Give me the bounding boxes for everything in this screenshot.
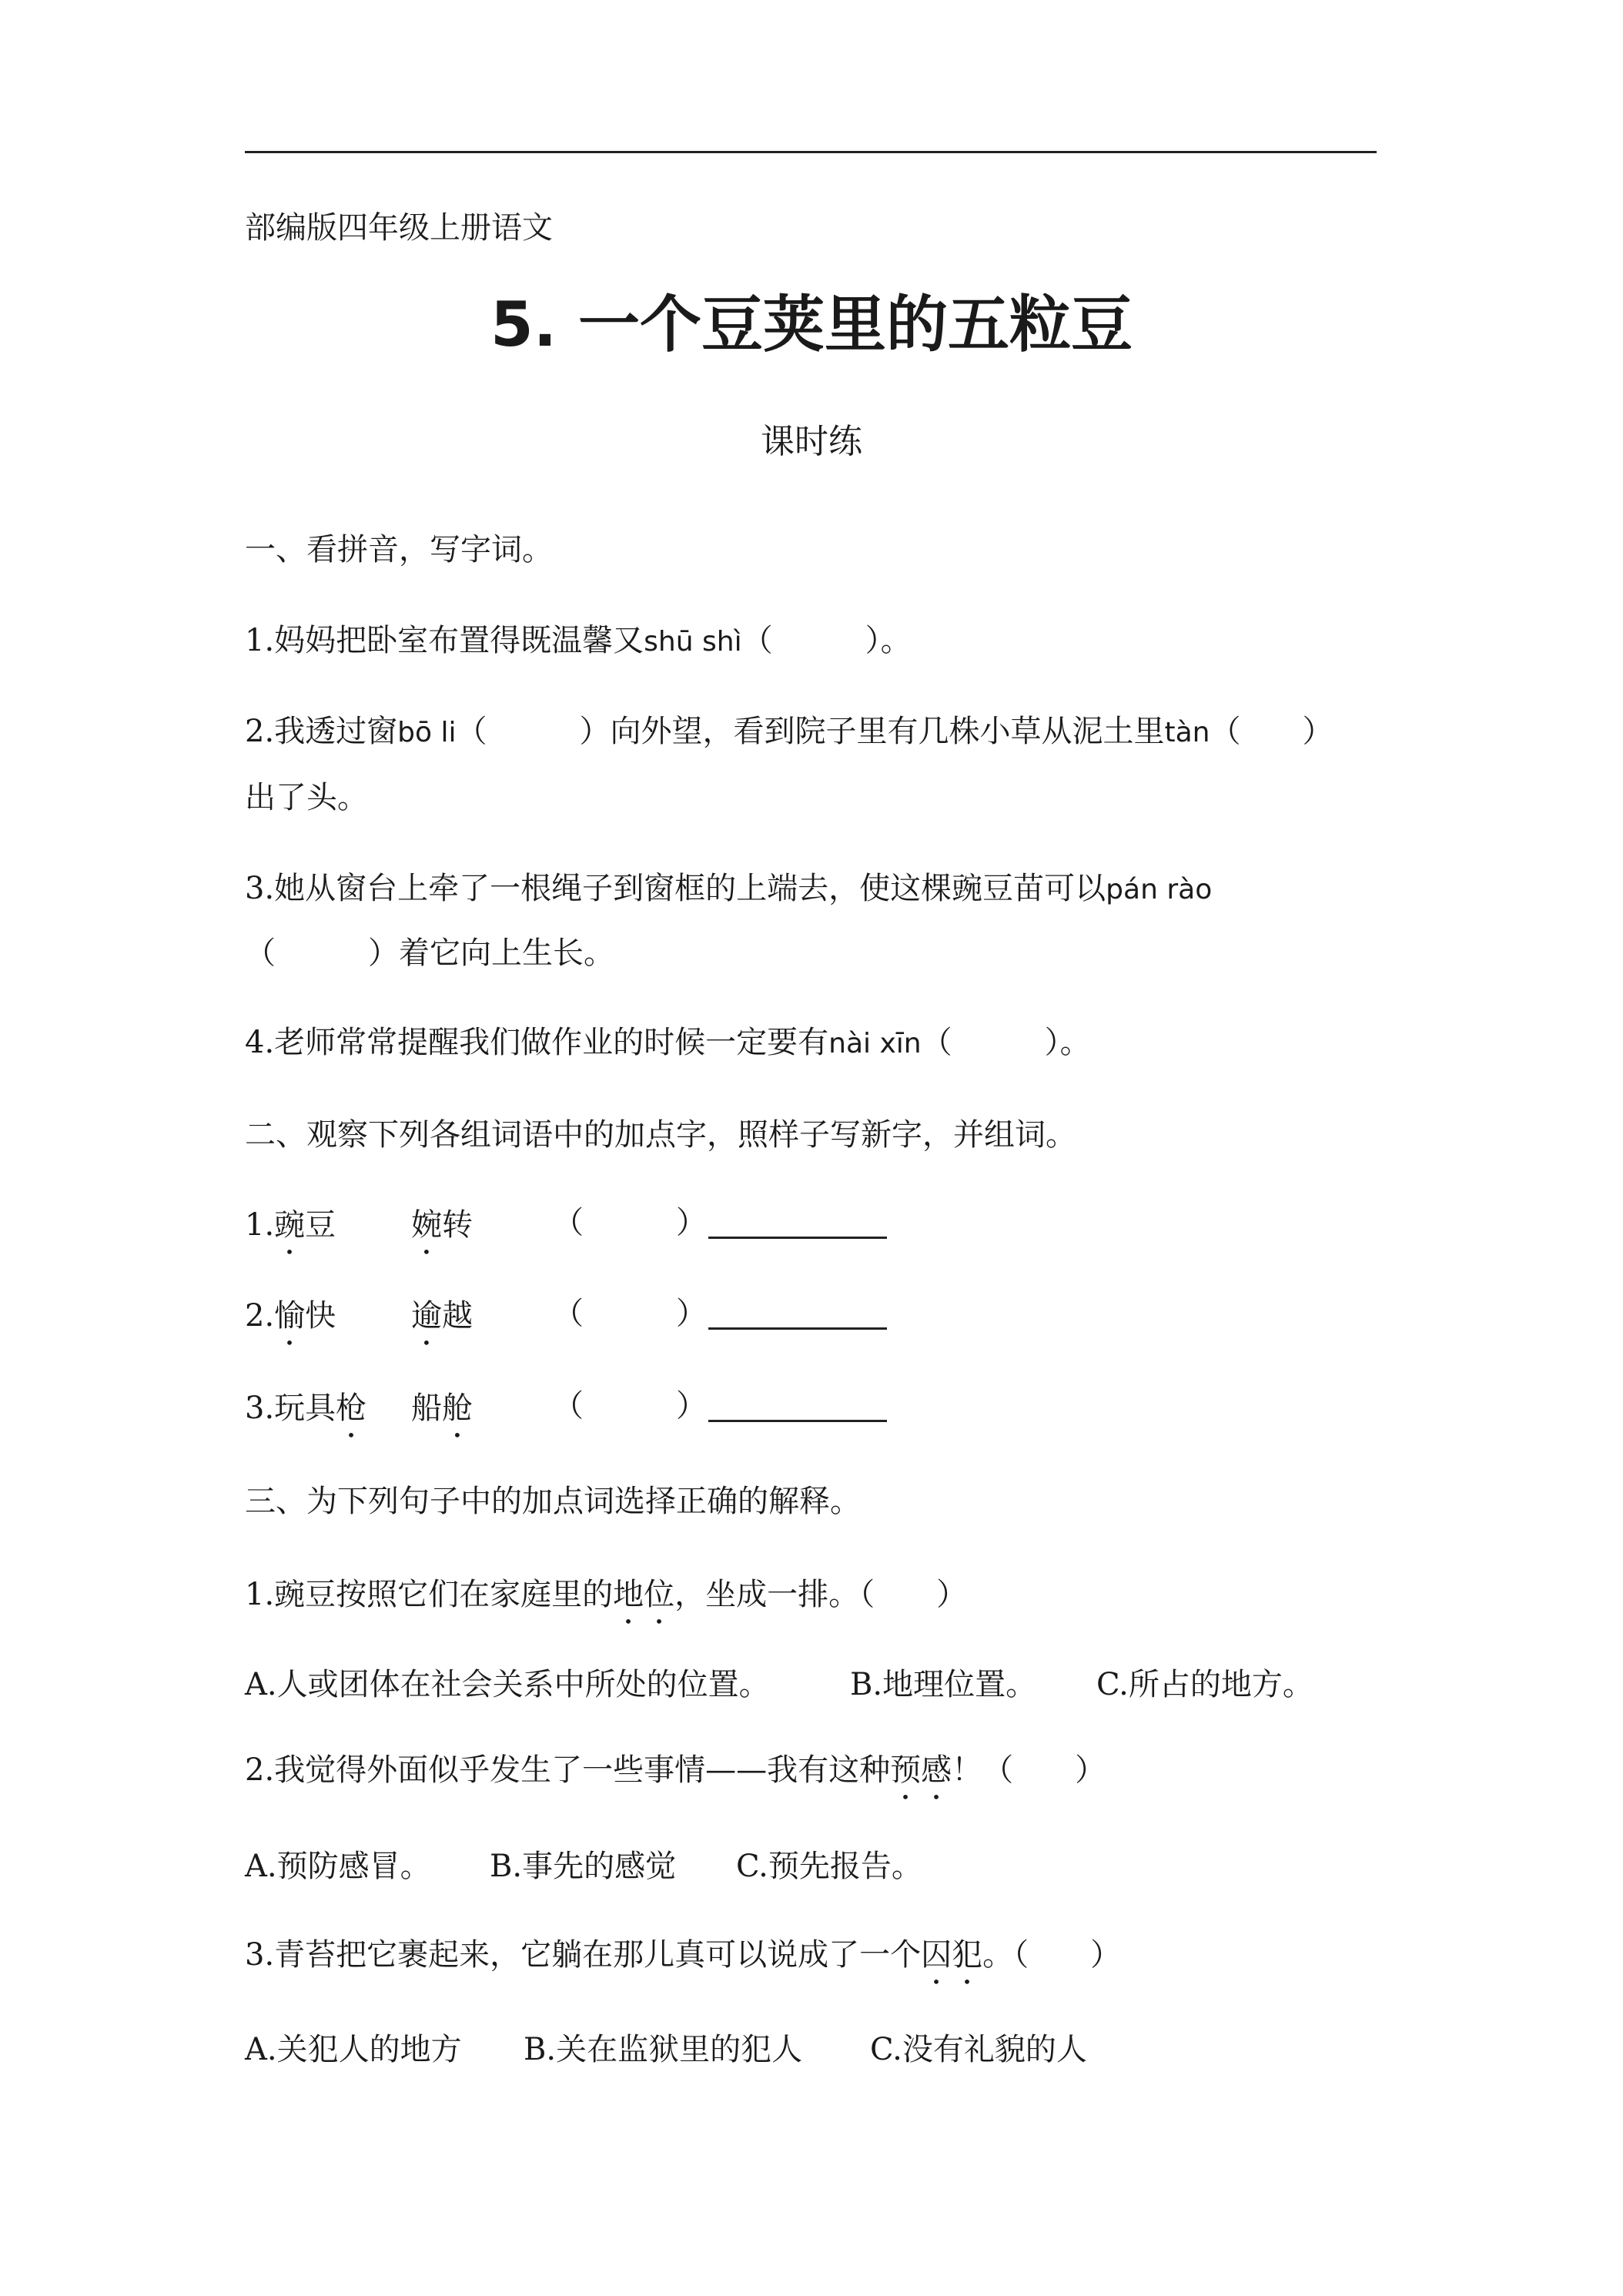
q-answer-blank[interactable]: （ ）。	[741, 623, 912, 658]
new-char-blank[interactable]: （ ）	[553, 1205, 707, 1240]
question-3-1: 1.豌豆按照它们在家庭里的地位，坐成一排。（ ）	[245, 1577, 968, 1612]
page-subtitle: 课时练	[761, 422, 862, 461]
q-answer-blank[interactable]: （ ）	[1210, 714, 1334, 749]
dotted-word: 预感	[890, 1752, 952, 1788]
option-a[interactable]: A.预防感冒。	[245, 1849, 431, 1884]
page-title: 5. 一个豆荚里的五粒豆	[490, 289, 1133, 360]
word-pair-second: 婉转	[411, 1207, 473, 1243]
word-pair-first: 1.豌豆	[245, 1207, 336, 1243]
word-answer-line[interactable]	[708, 1420, 887, 1422]
q-text: 2.我透过窗	[245, 714, 398, 749]
word-pair-second: 逾越	[411, 1298, 473, 1334]
pinyin: tàn	[1164, 717, 1210, 748]
question-1-3	[245, 873, 1212, 904]
pinyin: nài xīn	[828, 1028, 922, 1059]
pinyin: pán rào	[1106, 874, 1213, 905]
option-c[interactable]: C.所占的地方。	[1096, 1667, 1313, 1702]
dotted-word: 地位	[613, 1577, 675, 1612]
question-1-1	[245, 625, 912, 656]
question-3-2: 2.我觉得外面似乎发生了一些事情——我有这种预感！（ ）	[245, 1752, 1106, 1788]
choice-blank[interactable]: ！（ ）	[952, 1752, 1106, 1788]
section3-heading: 三、为下列句子中的加点词选择正确的解释。	[245, 1484, 861, 1519]
word-pair-second: 船舱	[411, 1391, 473, 1426]
choice-blank[interactable]: ，坐成一排。（ ）	[674, 1577, 968, 1612]
q-answer-blank[interactable]: （ ）。	[921, 1025, 1091, 1060]
new-char-blank[interactable]: （ ）	[553, 1388, 707, 1424]
q-text: 1.妈妈把卧室布置得既温馨又	[245, 623, 644, 658]
word-pair-first: 2.愉快	[245, 1298, 336, 1334]
choice-blank[interactable]: 。（ ）	[982, 1937, 1122, 1973]
question-1-2-cont: 出了头。	[245, 780, 368, 815]
section2-heading: 二、观察下列各组词语中的加点字，照样子写新字，并组词。	[245, 1117, 1076, 1153]
section1-heading: 一、看拼音，写字词。	[245, 532, 553, 567]
pinyin: shū shì	[644, 626, 742, 658]
textbook-label: 部编版四年级上册语文	[245, 210, 553, 246]
q-text[interactable]: （ ）向外望，看到院子里有几株小草从泥土里	[456, 714, 1165, 749]
option-a[interactable]: A.人或团体在社会关系中所处的位置。	[245, 1667, 770, 1702]
option-c[interactable]: C.预先报告。	[736, 1849, 922, 1884]
option-b[interactable]: B.地理位置。	[850, 1667, 1037, 1702]
q-text: 3.她从窗台上牵了一根绳子到窗框的上端去，使这棵豌豆苗可以	[245, 871, 1106, 906]
header-rule	[245, 151, 1377, 153]
question-1-2	[245, 716, 1334, 747]
q-text: 4.老师常常提醒我们做作业的时候一定要有	[245, 1025, 829, 1060]
option-a[interactable]: A.关犯人的地方	[245, 2032, 462, 2067]
question-1-4	[245, 1027, 1091, 1058]
word-pair-first: 3.玩具枪	[245, 1391, 367, 1426]
word-answer-line[interactable]	[708, 1237, 887, 1239]
question-3-3: 3.青苔把它裹起来，它躺在那儿真可以说成了一个囚犯。（ ）	[245, 1937, 1122, 1973]
option-b[interactable]: B.关在监狱里的犯人	[524, 2032, 803, 2067]
new-char-blank[interactable]: （ ）	[553, 1296, 707, 1331]
option-c[interactable]: C.没有礼貌的人	[870, 2032, 1087, 2067]
question-1-3-cont[interactable]: （ ）着它向上生长。	[245, 935, 614, 971]
word-answer-line[interactable]	[708, 1327, 887, 1330]
pinyin: bō li	[397, 717, 457, 748]
dotted-word: 囚犯	[921, 1937, 983, 1973]
option-b[interactable]: B.事先的感觉	[490, 1849, 677, 1884]
